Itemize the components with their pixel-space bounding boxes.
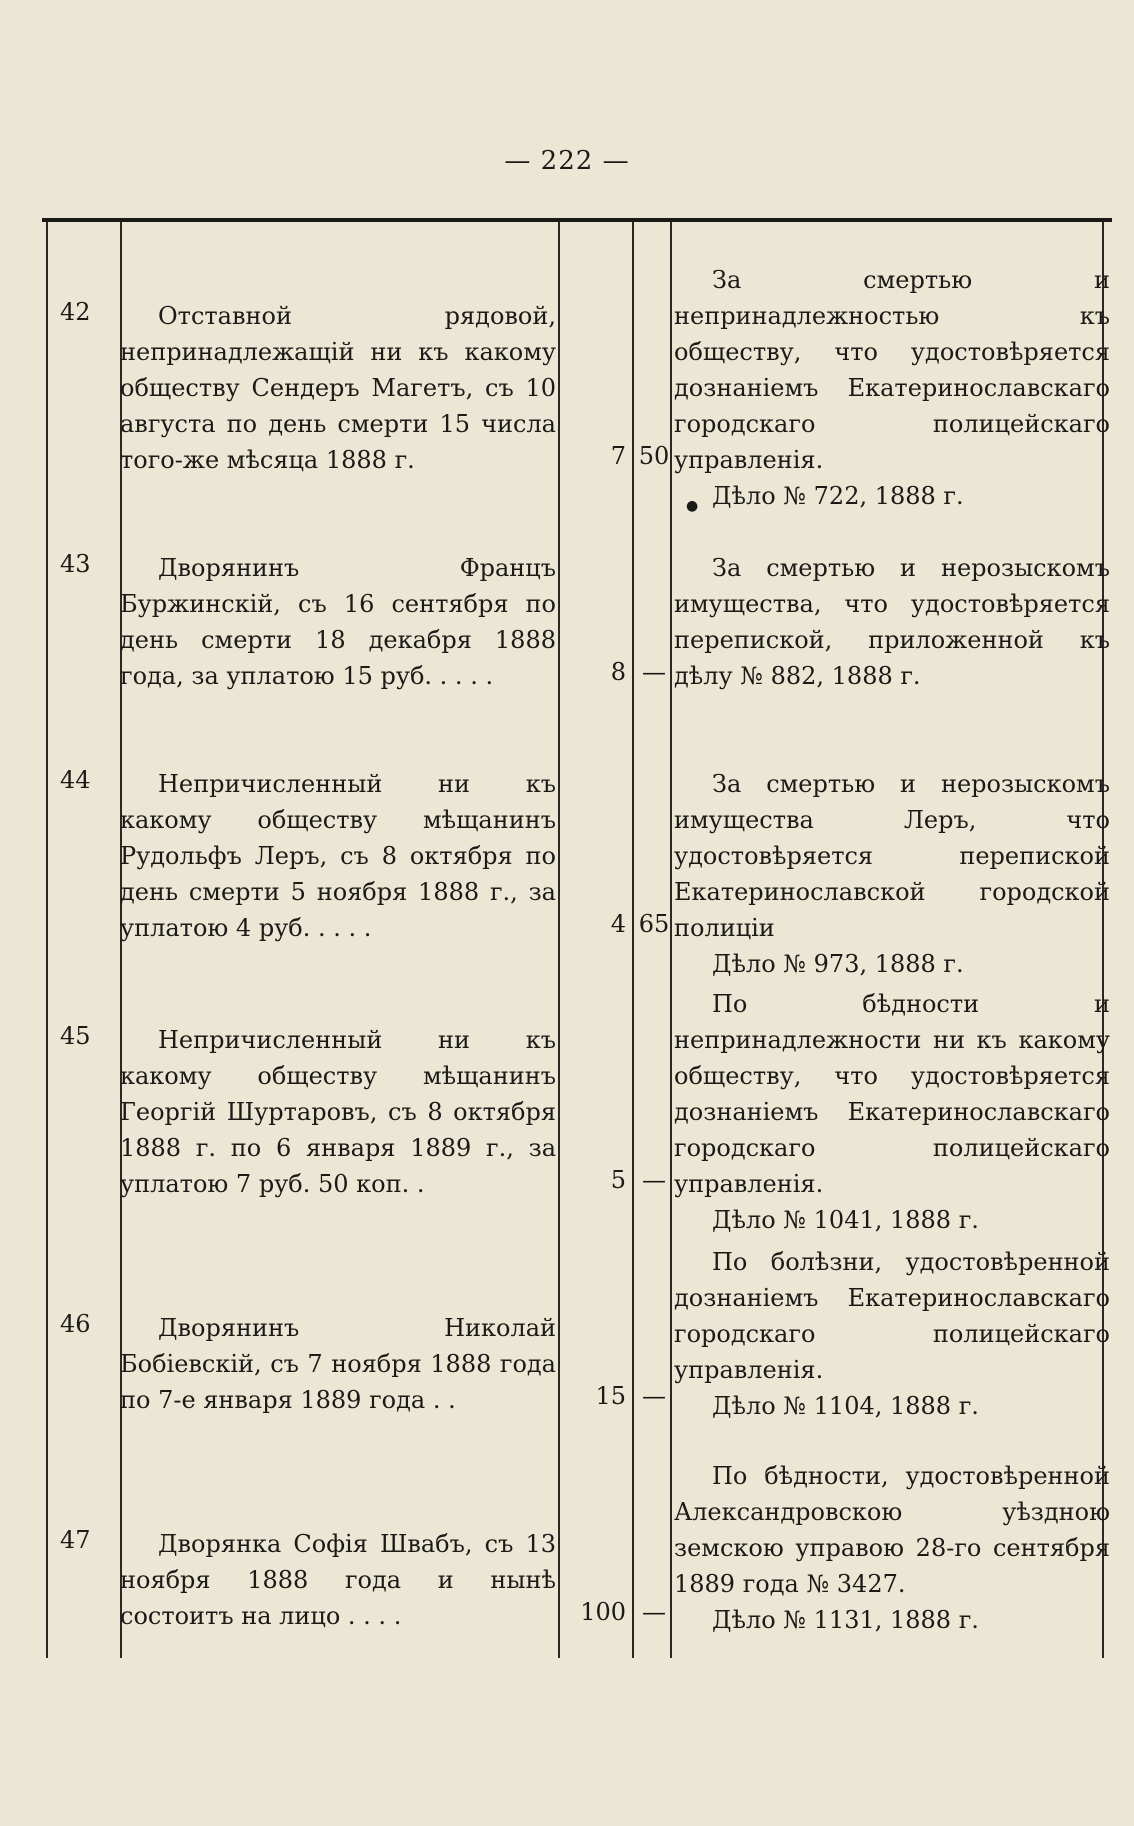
- table-top-rule: [42, 218, 1112, 222]
- row-description: Дворянка Софія Швабъ, съ 13 ноября 1888 года и нынѣ состоитъ на лицо . . . .: [120, 1530, 556, 1630]
- row-reason: За смертью и непринадлежностью къ обществу, что удостовѣряется дознаніемъ Екатеринославскаго городскаго полицейскаго управленія. Дѣло № 722, 1888 г.: [674, 262, 1110, 514]
- row-rubles: 100: [580, 1598, 626, 1626]
- row-number: 47: [60, 1526, 91, 1554]
- row-number: 44: [60, 766, 91, 794]
- row-kopecks: —: [642, 1382, 666, 1410]
- page-number: — 222 —: [504, 146, 630, 176]
- row-rubles: 8: [610, 658, 626, 686]
- row-kopecks: 50: [638, 442, 670, 470]
- row-case: Дѣло № 1104, 1888 г.: [712, 1392, 979, 1420]
- row-description: Дворянинъ Николай Бобіевскій, съ 7 ноября 1888 года по 7-е января 1889 года . .: [120, 1314, 556, 1414]
- row-case: Дѣло № 1131, 1888 г.: [712, 1606, 979, 1634]
- row-case: Дѣло № 722, 1888 г.: [712, 482, 964, 510]
- row-reason: По бѣдности, удостовѣренной Александровскою уѣздною земскою управою 28-го сентября 1889 года № 3427. Дѣло № 1131, 1888 г.: [674, 1458, 1110, 1638]
- row-kopecks: —: [642, 658, 666, 686]
- row-case: Дѣло № 1041, 1888 г.: [712, 1206, 979, 1234]
- row-description: Отставной рядовой, непринадлежащій ни къ какому обществу Сендеръ Магетъ, съ 10 августа по день смерти 15 числа того-же мѣсяца 1888 г.: [120, 302, 556, 474]
- row-number: 43: [60, 550, 91, 578]
- row-kopecks: 65: [638, 910, 670, 938]
- row-reason: По болѣзни, удостовѣренной дознаніемъ Екатеринославскаго городскаго полицейскаго управленія. Дѣло № 1104, 1888 г.: [674, 1244, 1110, 1424]
- column-rule-rubles: [632, 222, 634, 1658]
- row-reason: За смертью и нерозыскомъ имущества, что удостовѣряется перепиской, приложенной къ дѣлу № 882, 1888 г.: [674, 554, 1110, 690]
- row-rubles: 5: [610, 1166, 626, 1194]
- column-rule-description: [558, 222, 560, 1658]
- row-description: Непричисленный ни къ какому обществу мѣщанинъ Георгій Шуртаровъ, съ 8 октября 1888 г. по 6 января 1889 г., за уплатою 7 руб. 50 коп. .: [120, 1026, 556, 1198]
- bullet-mark: ●: [686, 498, 699, 514]
- row-rubles: 15: [595, 1382, 626, 1410]
- row-description: Непричисленный ни къ какому обществу мѣщанинъ Рудольфъ Леръ, съ 8 октября по день смерти 5 ноября 1888 г., за уплатою 4 руб. . . . .: [120, 770, 556, 942]
- row-number: 45: [60, 1022, 91, 1050]
- column-rule-left: [46, 222, 48, 1658]
- row-description: Дворянинъ Францъ Буржинскій, съ 16 сентября по день смерти 18 декабря 1888 года, за уплатою 15 руб. . . . .: [120, 554, 556, 690]
- row-kopecks: —: [642, 1598, 666, 1626]
- column-rule-kopecks: [670, 222, 672, 1658]
- row-kopecks: —: [642, 1166, 666, 1194]
- row-rubles: 7: [610, 442, 626, 470]
- row-number: 46: [60, 1310, 91, 1338]
- row-number: 42: [60, 298, 91, 326]
- row-reason: За смертью и нерозыскомъ имущества Леръ, что удостовѣряется перепиской Екатеринославской городской полиціи Дѣло № 973, 1888 г.: [674, 766, 1110, 982]
- row-reason: По бѣдности и непринадлежности ни къ какому обществу, что удостовѣряется дознаніемъ Екатеринославскаго городскаго полицейскаго управленія. Дѣло № 1041, 1888 г.: [674, 986, 1110, 1238]
- row-rubles: 4: [610, 910, 626, 938]
- row-case: Дѣло № 973, 1888 г.: [712, 950, 964, 978]
